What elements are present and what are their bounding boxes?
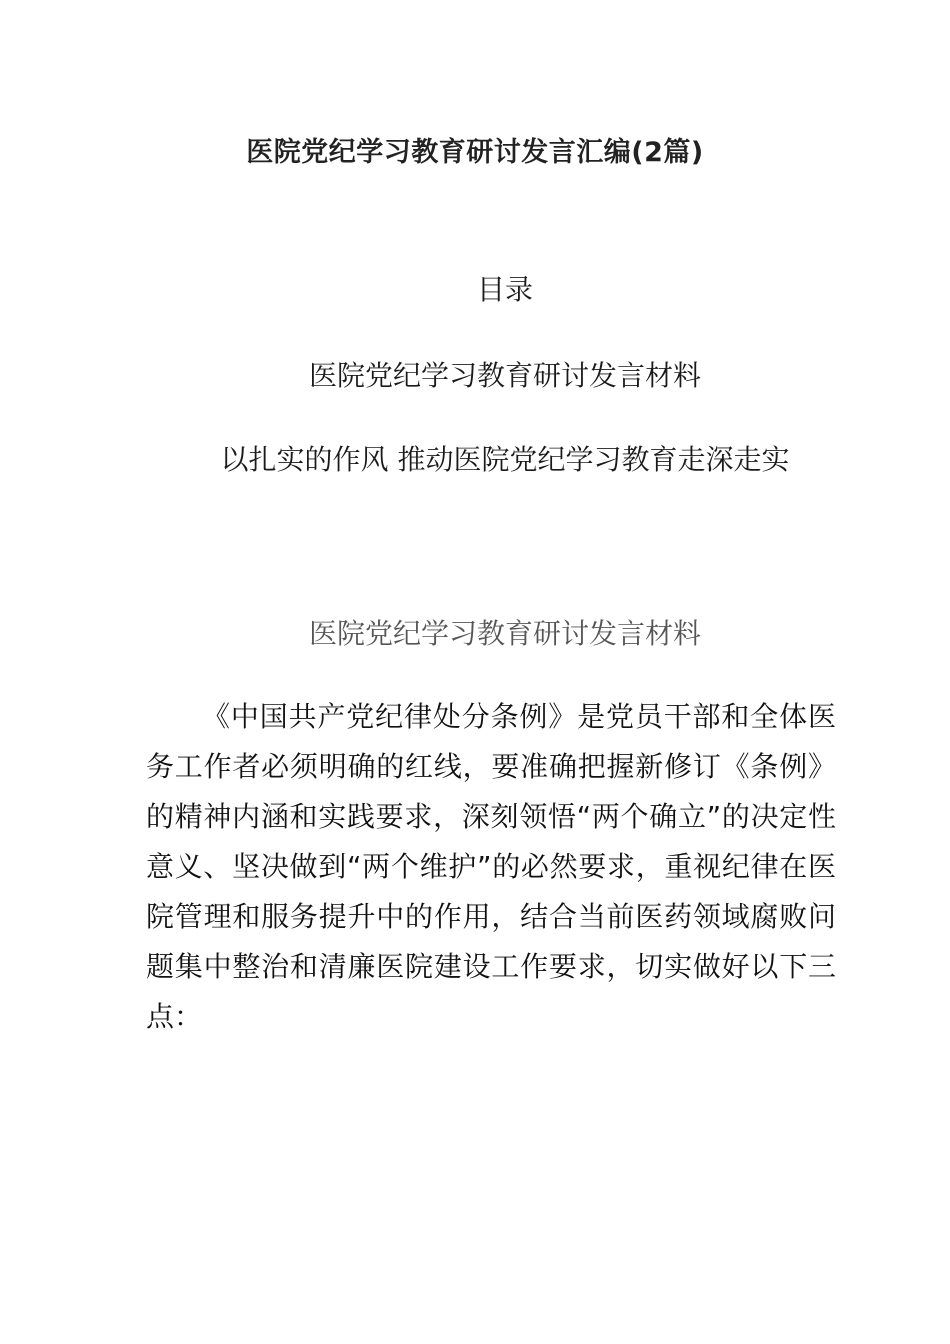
body-paragraph: 《中国共产党纪律处分条例》是党员干部和全体医务工作者必须明确的红线，要准确把握新修订《条例》的精神内涵和实践要求，深刻领悟“两个确立”的决定性意义、坚决做到“两个维护”的必然要求，重视纪律在医院管理和服务提升中的作用，结合当前医药领域腐败问题集中整治和清廉医院建设工作要求，切实做好以下三点： (146, 700, 836, 1033)
toc-item[interactable]: 以扎实的作风 推动医院党纪学习教育走深走实 (220, 443, 790, 476)
section-title: 医院党纪学习教育研讨发言材料 (308, 617, 701, 650)
document-title: 医院党纪学习教育研讨发言汇编(2篇) (246, 137, 704, 168)
toc-heading: 目录 (476, 273, 533, 306)
toc-item[interactable]: 医院党纪学习教育研讨发言材料 (308, 359, 701, 392)
